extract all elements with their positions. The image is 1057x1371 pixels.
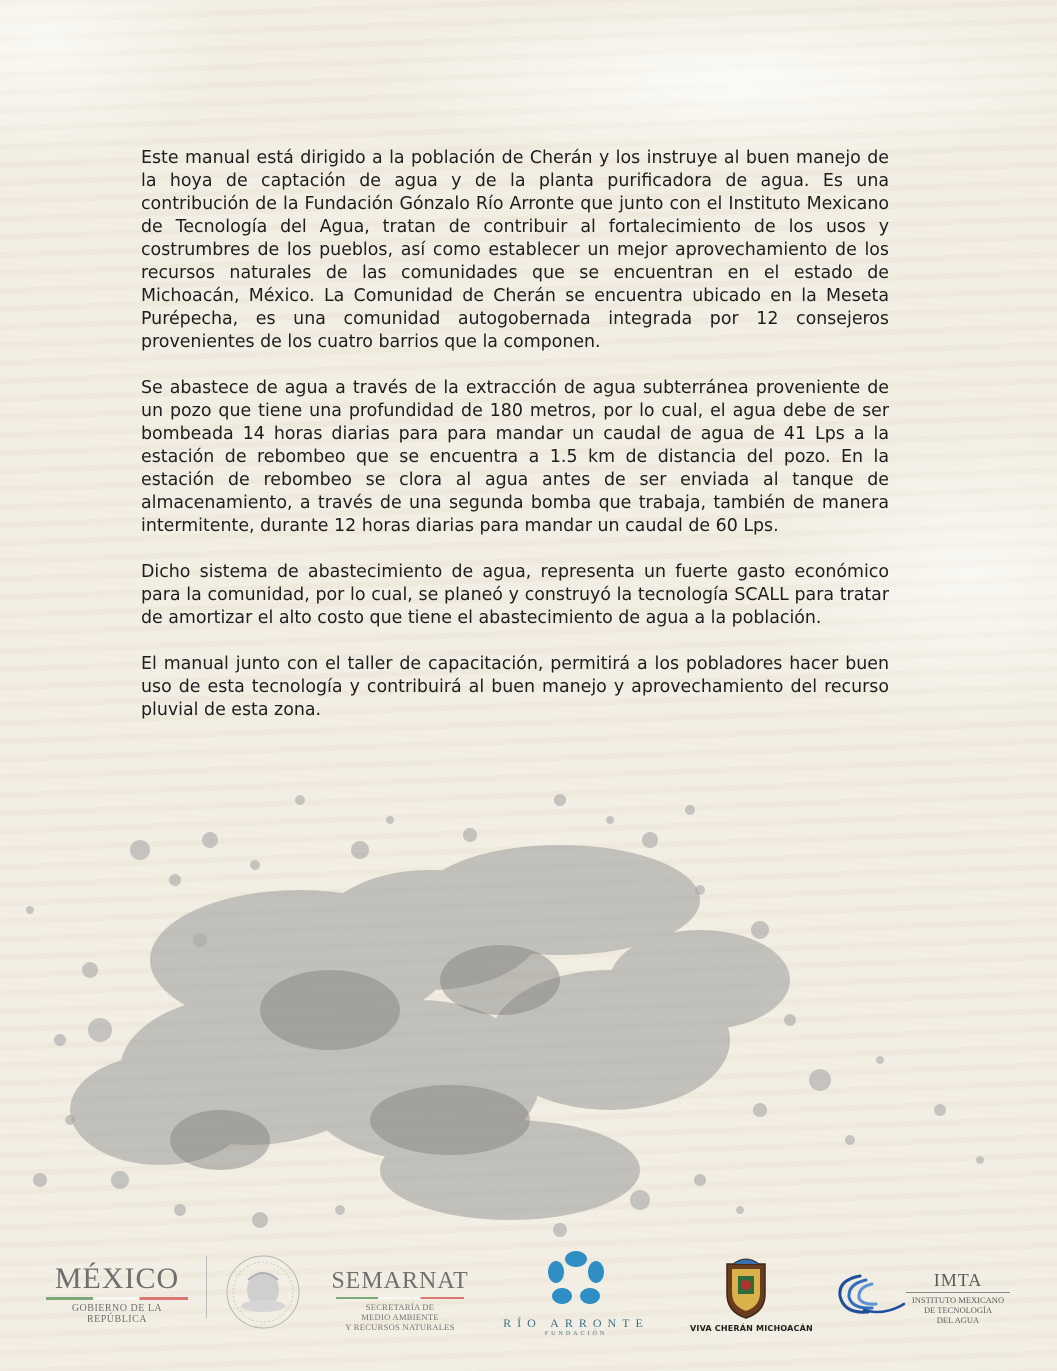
- imta-subtitle-3: DEL AGUA: [936, 1315, 980, 1325]
- semarnat-subtitle-1: SECRETARÍA DE: [365, 1302, 435, 1312]
- water-drop-ring-icon: [546, 1250, 606, 1312]
- paragraph-3: Dicho sistema de abastecimiento de agua, representa un fuerte gasto económico para la comunidad, por lo cual, se planeó y construyó la tecnología SCALL para tratar de amortizar el alto costo que tiene el abastecimiento de agua a la población.: [141, 562, 889, 628]
- mexico-gobierno-logo: [46, 1264, 188, 1325]
- tricolor-rule: [336, 1297, 464, 1299]
- paragraph-4: El manual junto con el taller de capacitación, permitirá a los pobladores hacer buen uso de esta tecnología y contribuirá al buen manejo y aprovechamiento del recurso pluvial de esta zona.: [141, 654, 889, 720]
- cheran-crest-logo: [690, 1254, 813, 1333]
- cheran-caption: VIVA CHERÁN MICHOACÁN: [690, 1324, 813, 1333]
- semarnat-subtitle-3: Y RECURSOS NATURALES: [345, 1322, 455, 1332]
- mexico-subtitle: GOBIERNO DE LA REPÚBLICA: [71, 1303, 163, 1325]
- cheran-crest-icon: [721, 1254, 771, 1320]
- rio-arronte-logo: [500, 1250, 652, 1337]
- mexico-wordmark: MÉXICO: [54, 1262, 180, 1295]
- imta-waves-icon: [834, 1270, 906, 1318]
- paragraph-1: Este manual está dirigido a la población de Cherán y los instruye al buen manejo de la hoya de captación de agua y de la planta purificadora de agua. Es una contribución de la Fundación Gónzalo Río Arronte que junto con el Instituto Mexicano de Tecnología del Agua, tratan de contribuir al fortalecimiento de los usos y costrumbres de los pueblos, así como establecer un mejor aprovechamiento de los recursos naturales de las comunidades que se encuentran en el estado de Michoacán, México. La Comunidad de Cherán se encuentra ubicado en la Meseta Purépecha, es una comunidad autogobernada integrada por 12 consejeros provenientes de los cuatro barrios que la componen.: [141, 148, 889, 352]
- imta-subtitle-2: DE TECNOLOGÍA: [923, 1305, 993, 1315]
- paint-splatter-decoration: [0, 780, 1057, 1300]
- semarnat-wordmark: SEMARNAT: [331, 1268, 469, 1294]
- rio-arronte-wordmark: RÍO ARRONTE: [503, 1316, 649, 1330]
- imta-logo: [906, 1270, 1010, 1325]
- logo-divider: [206, 1256, 207, 1318]
- imta-subtitle-1: INSTITUTO MEXICANO: [911, 1295, 1005, 1305]
- paragraph-2: Se abastece de agua a través de la extracción de agua subterránea proveniente de un pozo que tiene una profundidad de 180 metros, por lo cual, el agua debe de ser bombeada 14 horas diarias para para mandar un caudal de agua de 41 Lps a la estación de rebombeo que se encuentra a 1.5 km de distancia del pozo. En la estación de rebombeo se clora al agua antes de ser enviada al tanque de almacenamiento, a través de una segunda bomba que trabaja, también de manera intermitente, durante 12 horas diarias para mandar un caudal de 60 Lps.: [141, 378, 889, 536]
- national-seal-icon: [218, 1252, 308, 1332]
- semarnat-subtitle-2: MEDIO AMBIENTE: [361, 1312, 439, 1322]
- tricolor-rule: [46, 1297, 188, 1300]
- rio-arronte-subtitle: FUNDACIÓN: [544, 1331, 608, 1337]
- intro-text: [141, 147, 889, 745]
- imta-wordmark: IMTA: [933, 1270, 983, 1290]
- semarnat-logo: [326, 1268, 474, 1332]
- imta-rule: [906, 1292, 1010, 1293]
- sponsor-logos: [0, 1250, 1057, 1350]
